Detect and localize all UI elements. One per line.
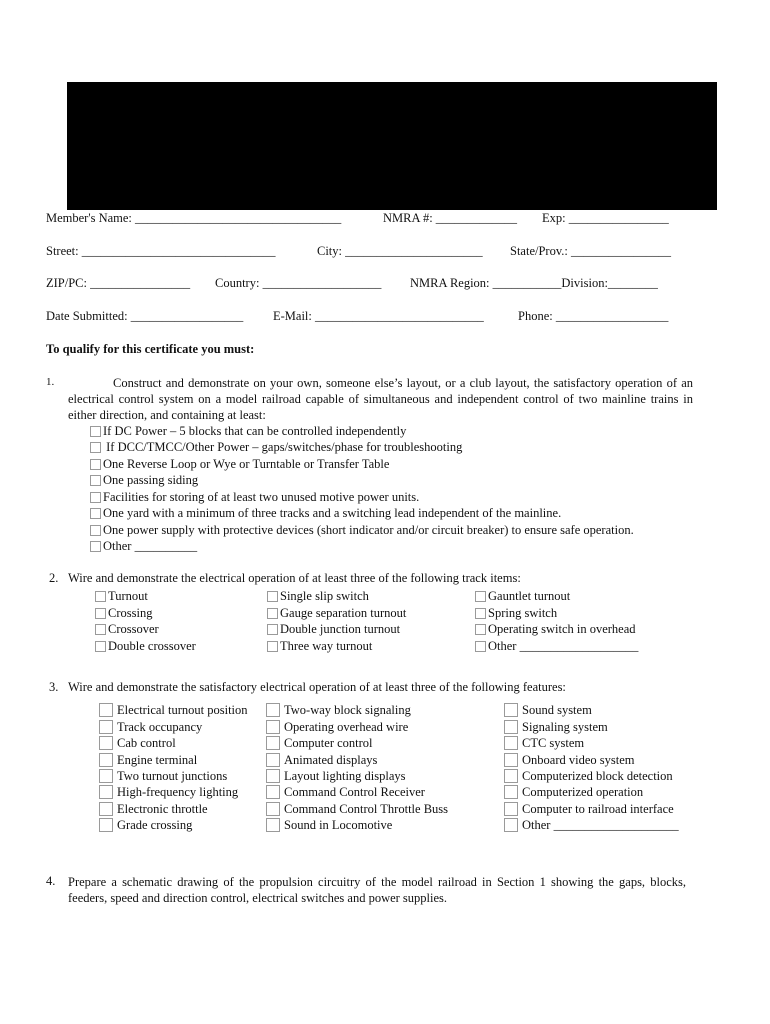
checkbox[interactable] — [266, 785, 280, 799]
field-exp[interactable]: Exp: ________________ — [542, 211, 669, 225]
section3-item[interactable]: Layout lighting displays — [266, 768, 406, 784]
checkbox[interactable] — [504, 703, 518, 717]
section2-item[interactable]: Turnout — [95, 588, 148, 604]
checkbox[interactable] — [475, 591, 486, 602]
section3-item[interactable]: Operating overhead wire — [266, 719, 408, 735]
section3-item[interactable]: CTC system — [504, 735, 584, 751]
section4-number: 4. — [46, 874, 56, 888]
field-phone[interactable]: Phone: __________________ — [518, 309, 669, 323]
checkbox[interactable] — [504, 753, 518, 767]
checkbox[interactable] — [99, 736, 113, 750]
redacted-header-block — [67, 82, 717, 210]
checkbox[interactable] — [99, 720, 113, 734]
checkbox[interactable] — [90, 525, 101, 536]
checkbox[interactable] — [95, 641, 106, 652]
section1-item[interactable]: Facilities for storing of at least two unused motive power units. — [90, 489, 419, 505]
section1-number: 1. — [46, 376, 55, 388]
section3-item[interactable]: Cab control — [99, 735, 176, 751]
section2-text: Wire and demonstrate the electrical operation of at least three of the following track items: — [68, 571, 521, 585]
section2-number: 2. — [49, 571, 59, 585]
section3-item[interactable]: Computerized operation — [504, 784, 643, 800]
section1-text: Construct and demonstrate on your own, someone else’s layout, or a club layout, the satisfactory operation of an electrical control system on a model railroad capable of simultaneous and independent control of two mainline trains in either direction, and containing at least: — [68, 376, 693, 422]
section3-item[interactable]: Command Control Throttle Buss — [266, 801, 448, 817]
section1-item[interactable]: Other __________ — [90, 538, 197, 554]
section2-item[interactable]: Crossover — [95, 621, 159, 637]
section3-item[interactable]: Onboard video system — [504, 752, 634, 768]
section1-item[interactable]: One passing siding — [90, 472, 198, 488]
checkbox[interactable] — [90, 459, 101, 470]
section3-item[interactable]: Computerized block detection — [504, 768, 673, 784]
section3-item[interactable]: Sound in Locomotive — [266, 817, 392, 833]
checkbox[interactable] — [95, 608, 106, 619]
checkbox[interactable] — [266, 703, 280, 717]
checkbox[interactable] — [504, 802, 518, 816]
checkbox[interactable] — [266, 802, 280, 816]
section2-item[interactable]: Operating switch in overhead — [475, 621, 636, 637]
section1-item[interactable]: One yard with a minimum of three tracks and a switching lead independent of the mainline. — [90, 505, 561, 521]
field-email[interactable]: E-Mail: ___________________________ — [273, 309, 484, 323]
field-country[interactable]: Country: ___________________ — [215, 276, 382, 290]
checkbox[interactable] — [90, 442, 101, 453]
section1-item[interactable]: One power supply with protective devices (short indicator and/or circuit breaker) to ensure safe operation. — [90, 522, 634, 538]
checkbox[interactable] — [99, 785, 113, 799]
field-street[interactable]: Street: _______________________________ — [46, 244, 276, 258]
field-city[interactable]: City: ______________________ — [317, 244, 483, 258]
section1-item[interactable]: One Reverse Loop or Wye or Turntable or Transfer Table — [90, 456, 389, 472]
checkbox[interactable] — [504, 736, 518, 750]
qualify-heading: To qualify for this certificate you must: — [46, 342, 255, 356]
checkbox[interactable] — [95, 591, 106, 602]
section2-item[interactable]: Double junction turnout — [267, 621, 400, 637]
checkbox[interactable] — [504, 785, 518, 799]
section3-number: 3. — [49, 680, 59, 694]
field-state-prov[interactable]: State/Prov.: ________________ — [510, 244, 671, 258]
section3-item[interactable]: Animated displays — [266, 752, 377, 768]
checkbox[interactable] — [475, 608, 486, 619]
section2-item[interactable]: Other ___________________ — [475, 638, 638, 654]
section1-item[interactable]: If DCC/TMCC/Other Power – gaps/switches/phase for troubleshooting — [90, 439, 462, 455]
field-region-division[interactable]: NMRA Region: ___________Division:________ — [410, 276, 658, 290]
section3-item[interactable]: Sound system — [504, 702, 592, 718]
checkbox[interactable] — [267, 608, 278, 619]
checkbox[interactable] — [267, 641, 278, 652]
checkbox[interactable] — [266, 720, 280, 734]
section3-item[interactable]: Two turnout junctions — [99, 768, 227, 784]
section3-item[interactable]: Engine terminal — [99, 752, 197, 768]
checkbox[interactable] — [90, 426, 101, 437]
section2-item[interactable]: Single slip switch — [267, 588, 369, 604]
checkbox[interactable] — [266, 753, 280, 767]
checkbox[interactable] — [504, 818, 518, 832]
checkbox[interactable] — [475, 641, 486, 652]
section1-item[interactable]: If DC Power – 5 blocks that can be controlled independently — [90, 423, 406, 439]
section2-item[interactable]: Crossing — [95, 605, 152, 621]
checkbox[interactable] — [99, 769, 113, 783]
checkbox[interactable] — [266, 736, 280, 750]
section3-item[interactable]: Other ____________________ — [504, 817, 679, 833]
checkbox[interactable] — [504, 769, 518, 783]
section3-item[interactable]: Computer to railroad interface — [504, 801, 674, 817]
field-zip[interactable]: ZIP/PC: ________________ — [46, 276, 191, 290]
checkbox[interactable] — [266, 769, 280, 783]
checkbox[interactable] — [99, 753, 113, 767]
section3-item[interactable]: Electrical turnout position — [99, 702, 248, 718]
section3-item[interactable]: Computer control — [266, 735, 373, 751]
checkbox[interactable] — [90, 541, 101, 552]
section2-item[interactable]: Gauntlet turnout — [475, 588, 570, 604]
section3-item[interactable]: High-frequency lighting — [99, 784, 238, 800]
section3-item[interactable]: Signaling system — [504, 719, 608, 735]
section3-item[interactable]: Two-way block signaling — [266, 702, 411, 718]
checkbox[interactable] — [90, 508, 101, 519]
section2-item[interactable]: Spring switch — [475, 605, 557, 621]
section3-item[interactable]: Command Control Receiver — [266, 784, 425, 800]
checkbox[interactable] — [90, 475, 101, 486]
section2-item[interactable]: Three way turnout — [267, 638, 372, 654]
checkbox[interactable] — [475, 624, 486, 635]
checkbox[interactable] — [267, 624, 278, 635]
checkbox[interactable] — [99, 818, 113, 832]
checkbox[interactable] — [95, 624, 106, 635]
field-date-submitted[interactable]: Date Submitted: __________________ — [46, 309, 244, 323]
checkbox[interactable] — [90, 492, 101, 503]
checkbox[interactable] — [99, 703, 113, 717]
section3-text: Wire and demonstrate the satisfactory electrical operation of at least three of the following features: — [68, 680, 566, 694]
section4-text: Prepare a schematic drawing of the propulsion circuitry of the model railroad in Section 1 showing the gaps, blocks, feeders, speed and direction control, electrical switches and power supplies. — [68, 875, 686, 905]
section2-item[interactable]: Double crossover — [95, 638, 196, 654]
field-member-name[interactable]: Member's Name: _________________________________ — [46, 211, 342, 225]
checkbox[interactable] — [99, 802, 113, 816]
section3-item[interactable]: Electronic throttle — [99, 801, 208, 817]
checkbox[interactable] — [504, 720, 518, 734]
section2-item[interactable]: Gauge separation turnout — [267, 605, 406, 621]
section3-item[interactable]: Grade crossing — [99, 817, 192, 833]
checkbox[interactable] — [266, 818, 280, 832]
section3-item[interactable]: Track occupancy — [99, 719, 202, 735]
checkbox[interactable] — [267, 591, 278, 602]
field-nmra-number[interactable]: NMRA #: _____________ — [383, 211, 518, 225]
